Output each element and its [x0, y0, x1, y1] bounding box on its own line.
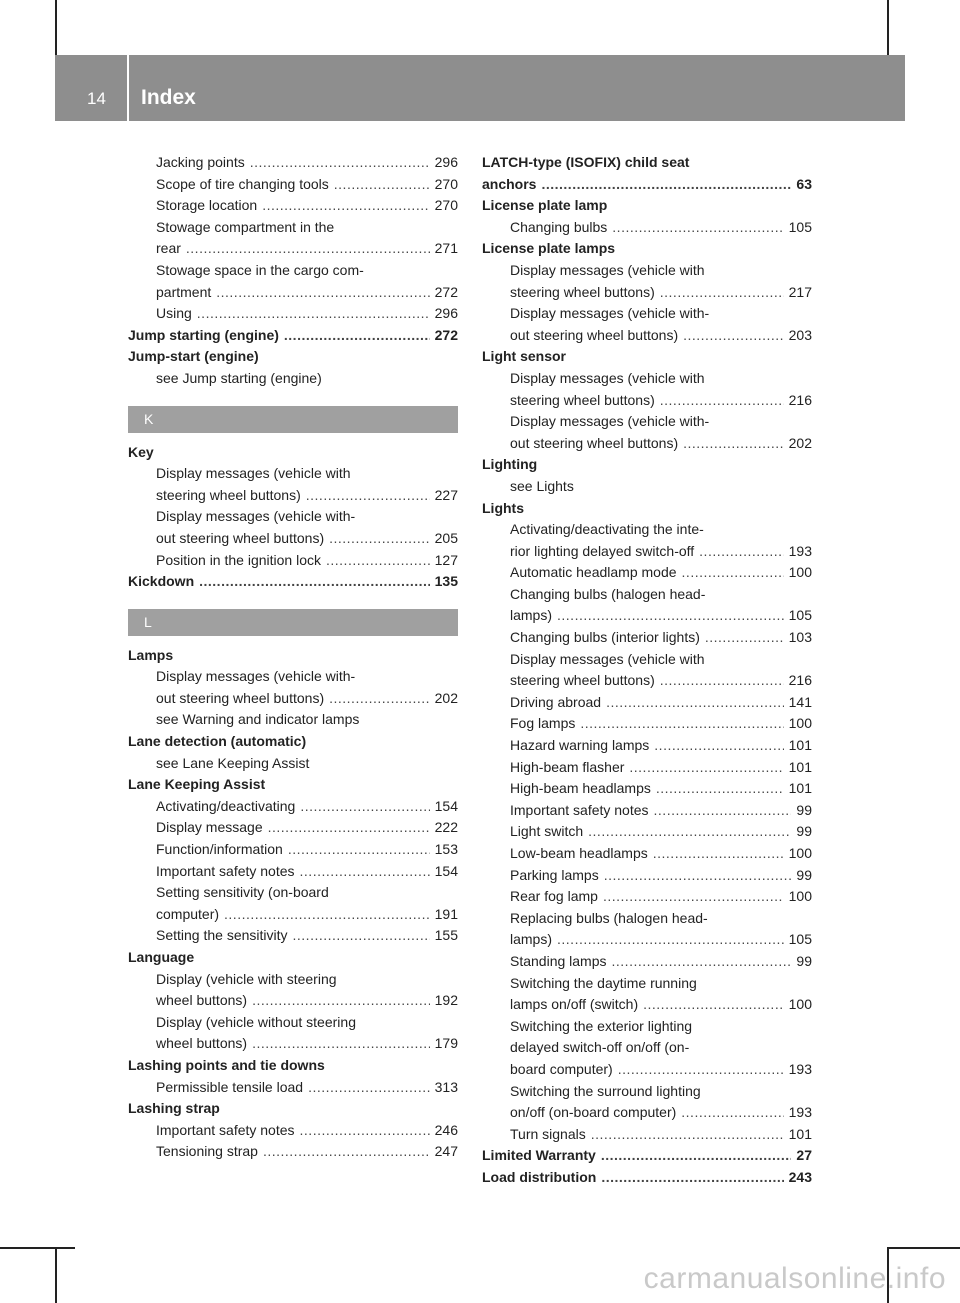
index-entry[interactable]: out steering wheel buttons) ..... 205	[128, 528, 458, 550]
index-entry[interactable]: Display message ..... 222	[128, 817, 458, 839]
index-entry[interactable]: steering wheel buttons) ..... 217	[482, 282, 812, 304]
index-entry-line: Display messages (vehicle with	[510, 369, 705, 386]
index-see-reference[interactable]: see Warning and indicator lamps	[156, 711, 360, 728]
crop-mark	[0, 1247, 75, 1249]
index-heading-entry[interactable]: Jump starting (engine) ..... 272	[128, 325, 458, 347]
index-entry[interactable]: High-beam flasher ..... 101	[482, 757, 812, 779]
index-entry-line: Stowage compartment in the	[156, 218, 335, 235]
crop-mark	[55, 1247, 57, 1303]
index-column-right	[482, 152, 812, 1189]
index-entry[interactable]: Driving abroad ..... 141	[482, 692, 812, 714]
index-entry-line: Display messages (vehicle with-	[156, 668, 356, 685]
index-entry[interactable]: steering wheel buttons) ..... 216	[482, 390, 812, 412]
index-entry[interactable]: out steering wheel buttons) ..... 202	[482, 433, 812, 455]
index-entry-line: Stowage space in the cargo com-	[156, 261, 364, 278]
index-entry[interactable]: Position in the ignition lock ..... 127	[128, 550, 458, 572]
crop-mark	[55, 0, 57, 55]
index-entry[interactable]: Storage location ..... 270	[128, 195, 458, 217]
index-entry-line: LATCH-type (ISOFIX) child seat	[482, 154, 690, 170]
index-entry[interactable]: Tensioning strap ..... 247	[128, 1141, 458, 1163]
index-entry-line: Switching the exterior lighting	[510, 1017, 693, 1034]
index-entry[interactable]: Important safety notes ..... 154	[128, 861, 458, 883]
index-heading: Lane Keeping Assist	[128, 776, 266, 793]
index-heading: Lighting	[482, 456, 538, 473]
index-heading: Lane detection (automatic)	[128, 733, 307, 750]
index-entry-line: Display messages (vehicle with	[510, 650, 705, 667]
index-entry-line: Display messages (vehicle with	[156, 465, 351, 482]
index-entry[interactable]: Permissible tensile load ..... 313	[128, 1077, 458, 1099]
index-entry[interactable]: Setting the sensitivity ..... 155	[128, 925, 458, 947]
index-entry[interactable]: steering wheel buttons) ..... 216	[482, 670, 812, 692]
index-see-reference[interactable]: see Jump starting (engine)	[156, 369, 322, 386]
index-entry[interactable]: Changing bulbs ..... 105	[482, 217, 812, 239]
index-entry-line: delayed switch-off on/off (on-	[510, 1039, 690, 1056]
index-entry[interactable]: Hazard warning lamps ..... 101	[482, 735, 812, 757]
index-entry-line: Display (vehicle with steering	[156, 970, 337, 987]
index-heading-entry[interactable]: Kickdown ..... 135	[128, 571, 458, 593]
header-divider	[127, 55, 129, 121]
index-entry-line: Activating/deactivating the inte-	[510, 521, 704, 538]
index-entry[interactable]: Using ..... 296	[128, 303, 458, 325]
index-entry-line: Display messages (vehicle with-	[510, 305, 710, 322]
index-entry[interactable]: out steering wheel buttons) ..... 203	[482, 325, 812, 347]
index-entry[interactable]: lamps) ..... 105	[482, 929, 812, 951]
index-entry[interactable]: wheel buttons) ..... 179	[128, 1033, 458, 1055]
index-entry[interactable]: rear ..... 271	[128, 238, 458, 260]
page-title: Index	[141, 86, 196, 109]
index-entry[interactable]: High-beam headlamps ..... 101	[482, 778, 812, 800]
index-heading: Lashing strap	[128, 1100, 220, 1117]
index-entry[interactable]: Standing lamps ..... 99	[482, 951, 812, 973]
index-entry[interactable]: Important safety notes ..... 99	[482, 800, 812, 822]
index-heading: Lashing points and tie downs	[128, 1056, 325, 1073]
index-entry-line: Replacing bulbs (halogen head-	[510, 909, 708, 926]
index-entry[interactable]: partment ..... 272	[128, 282, 458, 304]
page-number: 14	[87, 89, 106, 108]
section-letter-l: L	[128, 609, 458, 636]
index-entry[interactable]: Function/information ..... 153	[128, 839, 458, 861]
index-entry-line: Display (vehicle without steering	[156, 1013, 356, 1030]
index-heading: Lamps	[128, 646, 174, 663]
index-entry[interactable]: rior lighting delayed switch-off ..... 193	[482, 541, 812, 563]
index-heading-entry[interactable]: Load distribution ..... 243	[482, 1167, 812, 1189]
index-entry[interactable]: Changing bulbs (interior lights) ..... 103	[482, 627, 812, 649]
index-entry[interactable]: Activating/deactivating ..... 154	[128, 796, 458, 818]
index-entry[interactable]: Scope of tire changing tools ..... 270	[128, 174, 458, 196]
index-heading: Light sensor	[482, 348, 567, 365]
index-entry[interactable]: Important safety notes ..... 246	[128, 1120, 458, 1142]
index-entry-line: Switching the surround lighting	[510, 1082, 701, 1099]
section-letter-k: K	[128, 406, 458, 433]
index-heading-entry[interactable]: anchors ..... 63	[482, 174, 812, 196]
index-heading: License plate lamps	[482, 240, 616, 257]
crop-mark	[887, 1247, 960, 1249]
index-column-left	[128, 152, 458, 1163]
index-entry-line: Display messages (vehicle with-	[156, 508, 356, 525]
index-entry-line: Display messages (vehicle with	[510, 261, 705, 278]
index-entry-line: Changing bulbs (halogen head-	[510, 585, 706, 602]
index-entry-line: Display messages (vehicle with-	[510, 413, 710, 430]
index-entry[interactable]: computer) ..... 191	[128, 904, 458, 926]
index-heading: Language	[128, 949, 195, 965]
index-entry[interactable]: Rear fog lamp ..... 100	[482, 886, 812, 908]
index-heading: Lights	[482, 499, 524, 516]
index-see-reference[interactable]: see Lane Keeping Assist	[156, 754, 310, 771]
index-entry-line: Setting sensitivity (on-board	[156, 884, 329, 901]
crop-mark	[887, 0, 889, 55]
index-entry[interactable]: Turn signals ..... 101	[482, 1124, 812, 1146]
index-heading-entry[interactable]: Limited Warranty ..... 27	[482, 1145, 812, 1167]
page-header	[55, 55, 905, 121]
index-entry[interactable]: wheel buttons) ..... 192	[128, 990, 458, 1012]
index-entry[interactable]: Automatic headlamp mode ..... 100	[482, 562, 812, 584]
index-entry[interactable]: on/off (on-board computer) ..... 193	[482, 1102, 812, 1124]
watermark: carmanualsonline.info	[643, 1262, 946, 1295]
index-entry[interactable]: Fog lamps ..... 100	[482, 713, 812, 735]
index-heading: Key	[128, 443, 154, 460]
index-heading: License plate lamp	[482, 197, 608, 214]
index-entry-line: Switching the daytime running	[510, 974, 697, 991]
index-entry[interactable]: board computer) ..... 193	[482, 1059, 812, 1081]
index-entry[interactable]: out steering wheel buttons) ..... 202	[128, 688, 458, 710]
index-entry[interactable]: Low-beam headlamps ..... 100	[482, 843, 812, 865]
index-entry[interactable]: Jacking points ..... 296	[128, 152, 458, 174]
index-entry[interactable]: lamps) ..... 105	[482, 605, 812, 627]
index-entry[interactable]: lamps on/off (switch) ..... 100	[482, 994, 812, 1016]
index-see-reference[interactable]: see Lights	[510, 477, 574, 494]
index-heading: Jump-start (engine)	[128, 348, 259, 365]
index-entry[interactable]: Parking lamps ..... 99	[482, 865, 812, 887]
index-entry[interactable]: steering wheel buttons) ..... 227	[128, 485, 458, 507]
index-entry[interactable]: Light switch ..... 99	[482, 821, 812, 843]
